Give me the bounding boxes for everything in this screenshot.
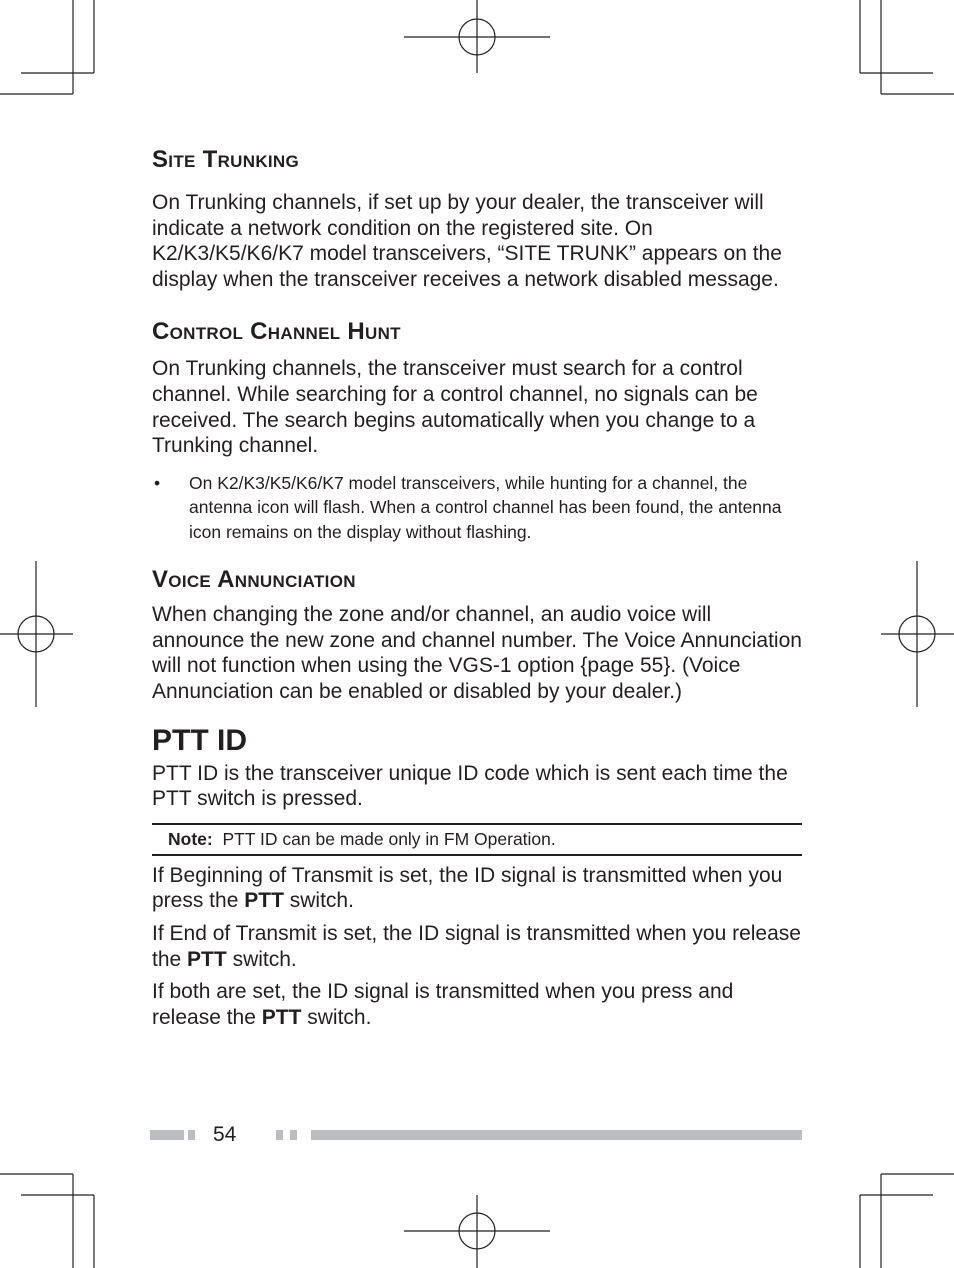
note-label: Note: (168, 828, 213, 849)
paragraph-text: switch. (289, 889, 354, 913)
paragraph-text: If Beginning of Transmit is set, the ID signal is transmitted when you press the (152, 863, 783, 913)
voice-annunciation-heading: Voice Annunciation (152, 566, 356, 594)
footer-bar-segment (290, 1130, 297, 1140)
control-channel-hunt-section (152, 318, 802, 544)
bullet-marker: • (154, 472, 161, 493)
note-text: PTT ID can be made only in FM Operation. (222, 828, 556, 849)
page-footer (150, 1123, 802, 1146)
ptt-id-paragraph-both (152, 979, 802, 1030)
control-channel-hunt-heading: Control Channel Hunt (152, 318, 401, 346)
paragraph-text: If End of Transmit is set, the ID signal is transmitted when you release the (152, 922, 801, 971)
footer-bar-segment (150, 1130, 184, 1140)
control-channel-hunt-body: On Trunking channels, the transceiver must search for a control channel. While searching for a control channel, no signals can be received. The search begins automatically when you change to a Trunking channel. (152, 357, 758, 458)
paragraph-text: If both are set, the ID signal is transmitted when you press and release the (152, 980, 734, 1029)
paragraph-text: switch. (232, 947, 297, 971)
ptt-keyword: PTT (244, 889, 284, 913)
voice-annunciation-body: When changing the zone and/or channel, an audio voice will announce the new zone and channel number. The Voice Annunciation will not function when using the VGS-1 option {page 55}. (Voice Annunciation can be enabled or disabled by your dealer.) (152, 603, 802, 704)
ptt-id-paragraph-begin (152, 863, 802, 914)
ptt-id-heading: PTT ID (152, 723, 247, 757)
site-trunking-body: On Trunking channels, if set up by your dealer, the transceiver will indicate a network condition on the registered site. On K2/K3/K5/K6/K7 model transceivers, “SITE TRUNK” appears on the display when the transceiver receives a network disabled message. (152, 191, 782, 291)
bullet-text: On K2/K3/K5/K6/K7 model transceivers, while hunting for a channel, the antenna icon will flash. When a control channel has been found, the antenna icon remains on the display without flashing. (189, 472, 782, 542)
footer-bar-segment (276, 1130, 283, 1140)
ptt-id-paragraph-end (152, 921, 802, 972)
ptt-id-section (152, 723, 802, 1031)
voice-annunciation-section (152, 566, 802, 704)
page-number: 54 (213, 1123, 237, 1146)
site-trunking-heading: Site Trunking (152, 146, 300, 173)
footer-bar-segment (311, 1130, 802, 1140)
site-trunking-section (152, 146, 802, 292)
paragraph-text: switch. (307, 1005, 372, 1029)
footer-bar-segment (188, 1130, 195, 1140)
control-channel-hunt-bullet (152, 471, 802, 545)
ptt-keyword: PTT (187, 947, 227, 971)
ptt-id-note (152, 823, 802, 856)
ptt-id-body: PTT ID is the transceiver unique ID code which is sent each time the PTT switch is pressed. (152, 761, 788, 811)
ptt-keyword: PTT (261, 1005, 302, 1029)
page-content (152, 146, 802, 1030)
